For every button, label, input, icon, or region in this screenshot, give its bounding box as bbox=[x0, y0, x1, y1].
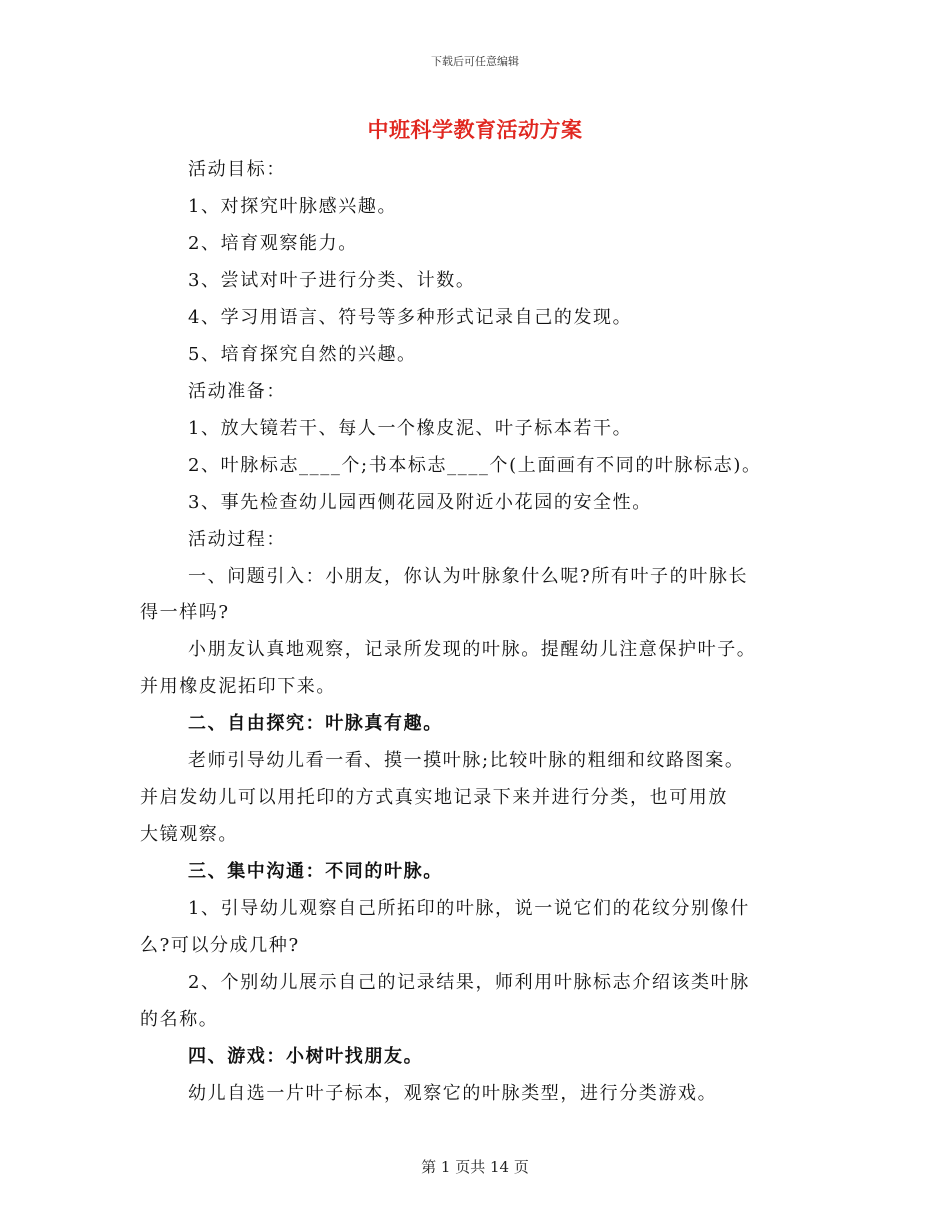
paragraph-continuation: 并用橡皮泥拓印下来。 bbox=[140, 676, 336, 697]
paragraph-continuation: 大镜观察。 bbox=[140, 824, 238, 845]
process-step-heading: 四、游戏：小树叶找朋友。 bbox=[188, 1046, 424, 1067]
paragraph: 小朋友认真地观察，记录所发现的叶脉。提醒幼儿注意保护叶子。 bbox=[188, 639, 757, 660]
paragraph: 1、引导幼儿观察自己所拓印的叶脉，说一说它们的花纹分别像什 bbox=[188, 898, 750, 919]
paragraph-continuation: 得一样吗? bbox=[140, 602, 230, 623]
paragraph-continuation: 并启发幼儿可以用托印的方式真实地记录下来并进行分类，也可用放 bbox=[140, 787, 728, 808]
page-number: 第 1 页共 14 页 bbox=[421, 1158, 529, 1176]
preparation-item: 3、事先检查幼儿园西侧花园及附近小花园的安全性。 bbox=[188, 492, 652, 513]
section-label-goals: 活动目标： bbox=[188, 159, 286, 180]
goal-item: 3、尝试对叶子进行分类、计数。 bbox=[188, 270, 476, 291]
section-label-process: 活动过程： bbox=[188, 529, 286, 550]
process-step-heading: 一、问题引入：小朋友，你认为叶脉象什么呢?所有叶子的叶脉长 bbox=[188, 566, 749, 587]
goal-item: 2、培育观察能力。 bbox=[188, 233, 358, 254]
section-label-preparation: 活动准备： bbox=[188, 381, 286, 402]
process-step-heading: 三、集中沟通：不同的叶脉。 bbox=[188, 861, 443, 882]
preparation-item: 2、叶脉标志____个;书本标志____个(上面画有不同的叶脉标志)。 bbox=[188, 455, 762, 476]
goal-item: 1、对探究叶脉感兴趣。 bbox=[188, 196, 398, 217]
header-note: 下载后可任意编辑 bbox=[431, 55, 519, 68]
paragraph-continuation: 的名称。 bbox=[140, 1009, 219, 1030]
goal-item: 4、学习用语言、符号等多种形式记录自己的发现。 bbox=[188, 307, 633, 328]
paragraph: 幼儿自选一片叶子标本，观察它的叶脉类型，进行分类游戏。 bbox=[188, 1083, 718, 1104]
paragraph: 老师引导幼儿看一看、摸一摸叶脉;比较叶脉的粗细和纹路图案。 bbox=[188, 750, 745, 771]
goal-item: 5、培育探究自然的兴趣。 bbox=[188, 344, 417, 365]
document-title: 中班科学教育活动方案 bbox=[367, 117, 583, 142]
paragraph: 2、个别幼儿展示自己的记录结果，师利用叶脉标志介绍该类叶脉 bbox=[188, 972, 750, 993]
paragraph-continuation: 么?可以分成几种? bbox=[140, 935, 300, 956]
process-step-heading: 二、自由探究：叶脉真有趣。 bbox=[188, 713, 443, 734]
preparation-item: 1、放大镜若干、每人一个橡皮泥、叶子标本若干。 bbox=[188, 418, 633, 439]
